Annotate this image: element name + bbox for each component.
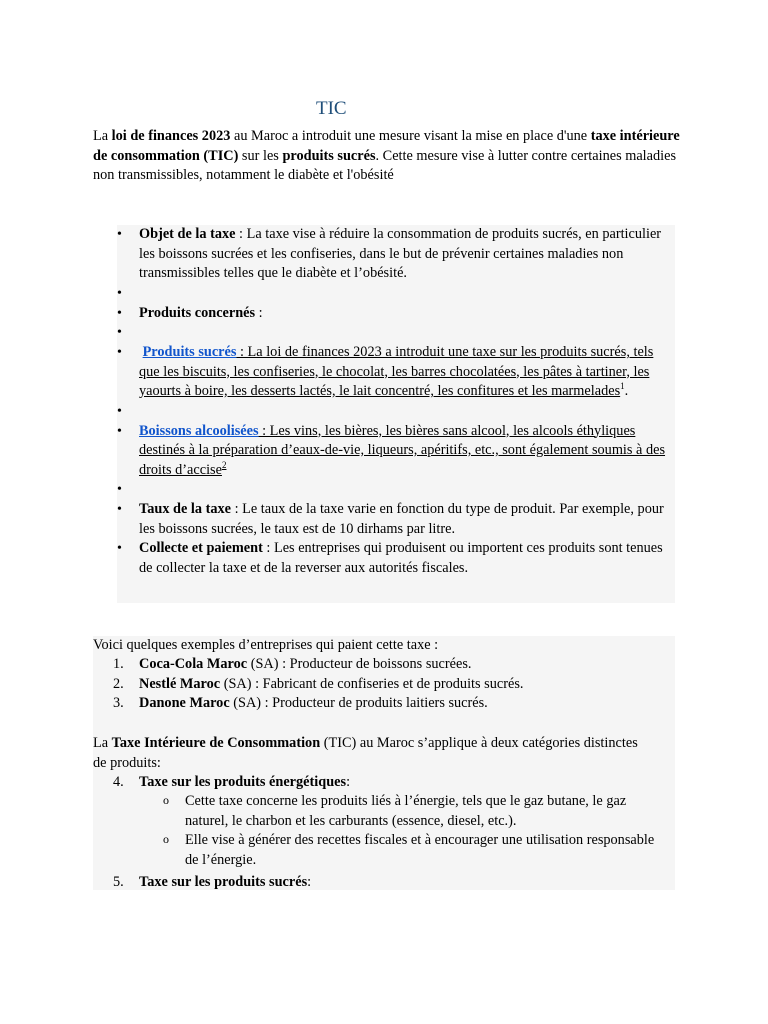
energie-sublist — [163, 792, 668, 870]
list-item: 3. Danone Maroc (SA) : Producteur de produits laitiers sucrés. — [113, 695, 488, 711]
list-item-taux: • Taux de la taxe : Le taux de la taxe varie en fonction du type de produit. Par exemple, pour les boissons sucrées, le taux est de 10 dirhams par litre. — [117, 500, 675, 539]
list-item-empty — [117, 402, 675, 422]
list-item: 1. Coca-Cola Maroc (SA) : Producteur de boissons sucrées. — [113, 656, 472, 672]
list-item-empty — [117, 284, 675, 304]
document-title: TIC — [316, 98, 347, 119]
examples-list — [93, 655, 653, 714]
footnote-ref-1[interactable]: 1 — [620, 381, 625, 392]
intro-paragraph — [93, 127, 683, 186]
tic-categories-list — [93, 773, 653, 793]
intro-text: sur les — [238, 147, 283, 164]
list-item-collecte: • Collecte et paiement : Les entreprises qui produisent ou importent ces produits sont tenues de collecter la taxe et de la reverser aux autorités fiscales. — [117, 539, 675, 578]
intro-text: au Maroc a introduit une mesure visant la mise en place d'une — [230, 128, 591, 144]
tic-categories-list-cont — [93, 873, 653, 893]
tic-paragraph: La Taxe Intérieure de Consommation (TIC) au Maroc s’applique à deux catégories distinctes de produits: — [93, 735, 638, 771]
intro-text: . Cette mesure vise à lutter contre certaines maladies non transmissibles, notamment le diabète et l'obésité — [93, 147, 677, 183]
sublist-item: o Cette taxe concerne les produits liés à l’énergie, tels que le gaz butane, le gaz naturel, le charbon et les carburants (essence, diesel, etc.). — [163, 792, 668, 831]
list-item-empty — [117, 480, 675, 500]
list-item-empty — [117, 323, 675, 343]
footnote-ref-2[interactable]: 2 — [221, 459, 227, 470]
list-item-energie: 4. Taxe sur les produits énergétiques: — [113, 774, 351, 790]
list-item: 2. Nestlé Maroc (SA) : Fabricant de confiseries et de produits sucrés. — [113, 675, 524, 692]
list-item-sucres: 5. Taxe sur les produits sucrés: — [113, 874, 312, 890]
produits-sucres-link[interactable]: Produits sucrés — [142, 344, 237, 360]
examples-heading: Voici quelques exemples d’entreprises qui paient cette taxe : — [93, 637, 439, 653]
intro-bold-tic: taxe intérieure de consommation (TIC) — [93, 128, 680, 164]
sublist-item: o Elle vise à générer des recettes fiscales et à encourager une utilisation responsable de l’énergie. — [163, 831, 668, 870]
intro-bold-products: produits sucrés — [282, 147, 376, 164]
intro-bold-law: loi de finances 2023 — [111, 128, 231, 144]
list-item-objet: • Objet de la taxe : La taxe vise à réduire la consommation de produits sucrés, en particulier les boissons sucrées et les confiseries, dans le but de prévenir certaines maladies non transmissibles telles que le diabète et l’obésité. — [117, 225, 675, 284]
tax-details-list — [117, 225, 675, 578]
list-item-produits-sucres: • Produits sucrés : La loi de finances 2023 a introduit une taxe sur les produits sucrés, tels que les biscuits, les confiseries, le chocolat, les barres chocolatées, les pâtes à tartiner, les yaourts à boire, les desserts lactés, le lait concentré, les confitures et les marmelades$^1$. — [117, 343, 675, 402]
list-item-boissons-alcoolisees: • Boissons alcoolisées : Les vins, les bières, les bières sans alcool, les alcools éthyliques destinés à la préparation d’eaux-de-vie, liqueurs, apéritifs, etc., sont également soumis à des droits d’accise$^2$ — [117, 422, 675, 481]
list-item-produits: • Produits concernés : — [117, 304, 675, 324]
boissons-alcoolisees-link[interactable]: Boissons alcoolisées — [139, 422, 259, 439]
intro-text: La — [93, 128, 112, 144]
